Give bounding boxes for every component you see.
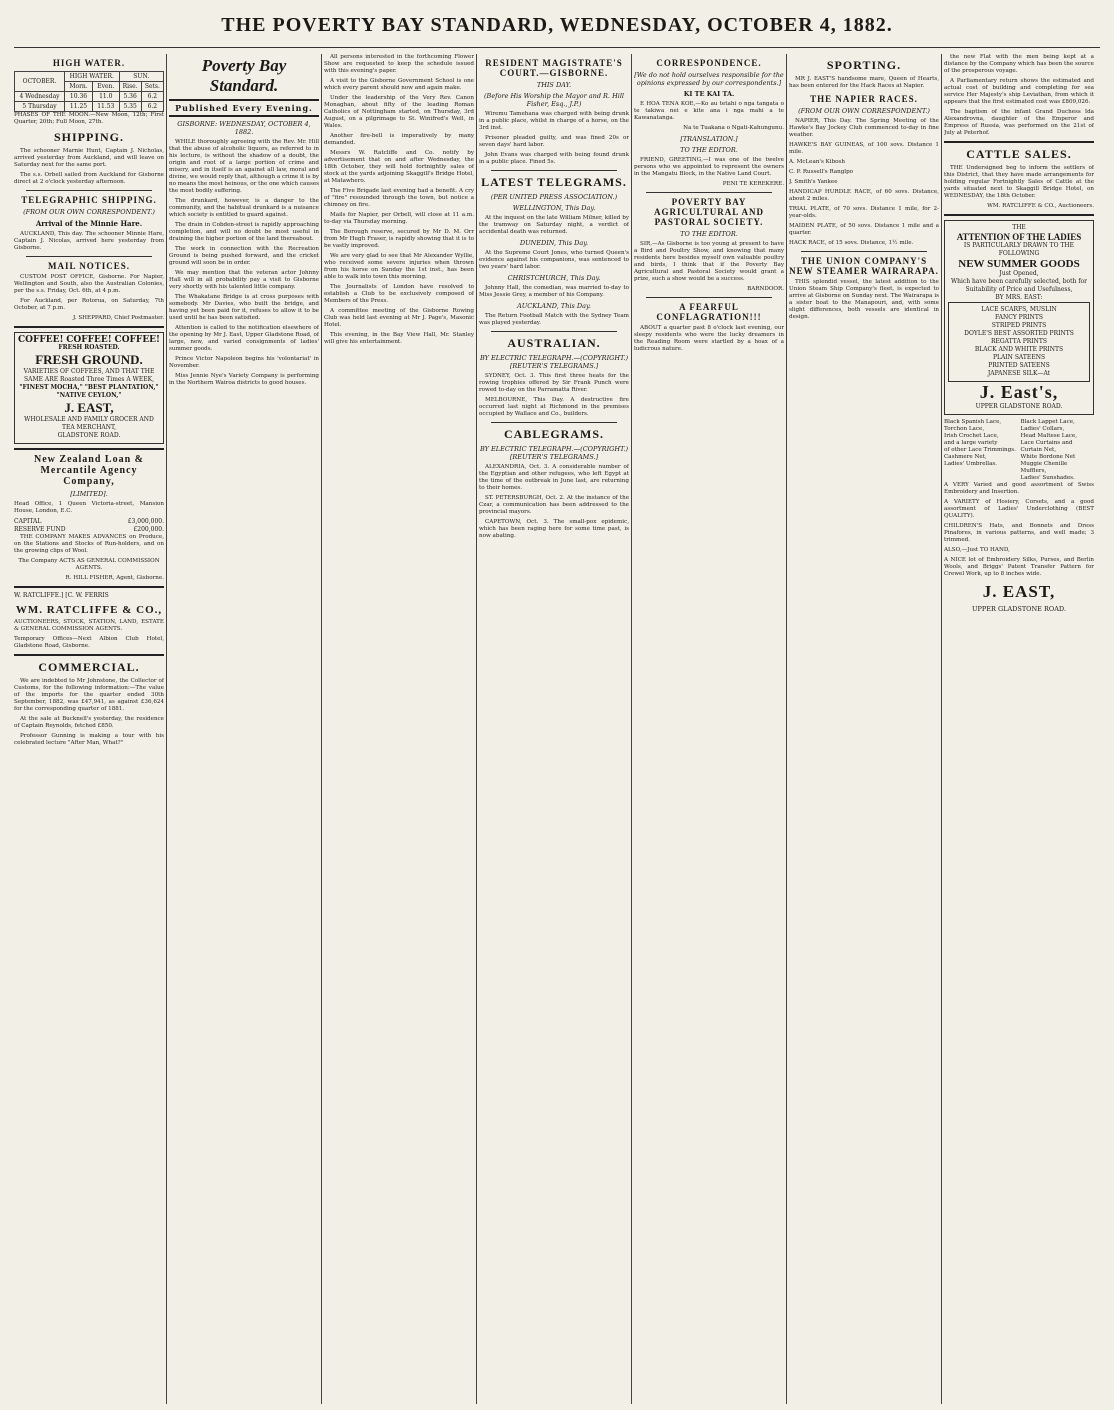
capital-label: CAPITAL xyxy=(14,518,42,525)
telegraphic-sub: (FROM OUR OWN CORRESPONDENT.) xyxy=(23,208,155,216)
telegraphic-heading: TELEGRAPHIC SHIPPING. xyxy=(21,195,157,205)
mail-text: For Auckland, per Rotorua, on Saturday, 7th October, at 7 p.m. xyxy=(14,298,164,311)
tide-cell: 5.35 xyxy=(119,102,141,112)
editorial-text: The work in connection with the Recreation Ground is being pushed forward, and the cricket ground will soon be in order. xyxy=(169,246,319,266)
translation-label: [TRANSLATION.] xyxy=(680,135,738,143)
tide-cell: 10.36 xyxy=(65,92,93,102)
tide-subheader: Even. xyxy=(93,82,120,92)
tide-cell: 6.2 xyxy=(141,92,163,102)
children: CHILDREN'S Hats, and Bonnets and Dress Pinafores, in various patterns, and well made; 3 trimmed. xyxy=(944,523,1094,543)
ratcliffe-desc: AUCTIONEERS, STOCK, STATION, LAND, ESTATE & GENERAL COMMISSION AGENTS. xyxy=(14,619,164,632)
race-entry: C. P. Russell's Ranglpo xyxy=(789,169,854,175)
telegraphic-text: AUCKLAND, This day. The schooner Minnie Hare, Captain J. Nicolas, arrived here yesterday from Gisborne. xyxy=(14,231,164,251)
divider xyxy=(14,654,164,656)
reserve-value: £200,000. xyxy=(133,526,164,533)
column-rule xyxy=(786,54,787,1404)
divider xyxy=(26,190,152,191)
telegram-text: At the Supreme Court Jones, who turned Queen's evidence against his companions, was sentenced to two years' hard labor. xyxy=(479,250,629,270)
table-row xyxy=(15,102,164,112)
tide-cell: 4 Wednesday xyxy=(15,92,65,102)
list-item: Lace Curtains and xyxy=(1020,440,1073,446)
list-item: BLACK AND WHITE PRINTS xyxy=(974,346,1064,353)
corr-text: FRIEND, GREETING,—I was one of the twelve persons who we appointed to represent the owners in the Mangatu Block, in the Native Land Court. xyxy=(634,157,784,177)
shipping-heading: SHIPPING. xyxy=(53,130,124,144)
news-text: A visit to the Gisborne Government School is one which every parent should now and again make. xyxy=(324,78,474,91)
cattle-text: THE Undersigned beg to inform the settlers of this District, that they have made arrangements for holding regular Fortnightly Sales of Cattle at the yards situated next to Skaggill Bridge Hotel, on WEDNESDAY, the 18th October. xyxy=(944,165,1094,199)
coffee-word: COFFEE! xyxy=(18,335,64,345)
sporting-text: MR J. EAST'S handsome mare, Queen of Hearts, has been entered for the Hack Races at Napier. xyxy=(789,76,939,89)
divider xyxy=(646,297,772,298)
commercial-text: Professor Gunning is making a tour with his celebrated lecture "After Man, What?" xyxy=(14,733,164,746)
editorial-text: The drunkard, however, is a danger to the community, and the habitual drunkard is a nuisance which society is entitled to guard against. xyxy=(169,198,319,218)
editorial-text: WHILE thoroughly agreeing with the Rev. Mr. Hill that the abuse of alcoholic liquors, as referred to in his lecture, is without the shadow of a doubt, the origin and root of a large portion of crime and misery, and in itself is an against all law, moral and divine, we would reply that, although a crime it is by no means the most heinous, or the one which causes the most bodily suffering. xyxy=(169,139,319,194)
corr-text: E HOA TENA KOE,—Ko au tetahi o nga tangata o te takiwa nei e kite ana i nga mahi a te Kawanatanga. xyxy=(634,101,784,121)
attention-the: THE xyxy=(1012,224,1026,231)
list-item: LACE SCARFS, MUSLIN xyxy=(981,306,1057,313)
ladies-ad xyxy=(944,220,1094,415)
column-7 xyxy=(944,54,1094,1404)
list-item: White Bordone Net xyxy=(1020,454,1076,460)
races-sub: (FROM OUR OWN CORRESPONDENT.) xyxy=(798,107,930,115)
capital-value: £3,000,000. xyxy=(127,518,164,525)
commercial-heading: COMMERCIAL. xyxy=(38,660,140,674)
reserve-row xyxy=(14,526,164,534)
australian-text: SYDNEY, Oct. 3. This first three heats for the rowing trophies offered by Sir Frank Punch were rowed to-day on the Parramatta River. xyxy=(479,373,629,393)
goods-list xyxy=(948,302,1090,382)
commercial-text: We are indebted to Mr Johnstone, the Collector of Customs, for the following information:—The value of the imports for the quarter ended 30th September, 1882, was £47,941, as against £36,624 for the corresponding quarter of 1881. xyxy=(14,678,164,712)
australian-text: MELBOURNE, This Day. A destructive fire occurred last night at Richmond in the premises occupied by Wallace and Co., builders. xyxy=(479,397,629,417)
column-3 xyxy=(324,54,474,1404)
editorial-text: The drain in Cobden-street is rapidly approaching completion, and will no doubt be most useful in draining the higher portion of the land thereabout. xyxy=(169,222,319,242)
cablegrams-heading: CABLEGRAMS. xyxy=(503,427,604,441)
list-item: Black Lappet Lace, xyxy=(1020,419,1075,425)
list-item: REGATTA PRINTS xyxy=(990,338,1047,345)
news-text: This evening, in the Bay View Hall, Mr. Stanley will give his entertainment. xyxy=(324,332,474,345)
list-item: DOYLE'S BEST ASSORTED PRINTS xyxy=(964,330,1074,337)
attention-sub: IS PARTICULARLY DRAWN TO THE FOLLOWING xyxy=(963,242,1075,257)
correspondence-sub: [We do not hold ourselves responsible for the opinions expressed by our correspondents.] xyxy=(634,71,784,87)
tide-title: HIGH WATER. xyxy=(52,58,126,68)
newspaper-page xyxy=(14,8,1100,1404)
column-5 xyxy=(634,54,784,1404)
court-text: Prisoner pleaded guilty, and was fined 20s or seven days' hard labor. xyxy=(479,135,629,148)
news-text: The Borough reserve, secured by Mr D. M. Orr from Mr Hugh Fraser, is rapidly showing that it is to be vastly improved. xyxy=(324,229,474,249)
coffee-varieties: VARIETIES OF COFFEES, AND THAT THE SAME ARE Roasted Three Times A WEEK, xyxy=(23,368,155,383)
fresh-roasted: FRESH ROASTED. xyxy=(58,344,120,351)
list-item: Torchon Lace, xyxy=(944,426,985,432)
divider xyxy=(14,326,164,328)
list-item: Muggie Chenille xyxy=(1020,461,1068,467)
fisher-sign: R. HILL FISHER, Agent, Gisborne. xyxy=(65,575,164,581)
list-item: PRINTED SATEENS xyxy=(988,362,1050,369)
list-item: STRIPED PRINTS xyxy=(991,322,1047,329)
court-text: Wiremu Tamehana was charged with being drunk in a public place, whilst in charge of a horse, on the 3rd inst. xyxy=(479,111,629,131)
divider xyxy=(491,331,617,332)
australian-heading: AUSTRALIAN. xyxy=(507,336,601,350)
masthead-title: THE POVERTY BAY STANDARD, WEDNESDAY, OCTOBER 4, 1882. xyxy=(221,14,893,36)
divider xyxy=(14,586,164,588)
divider xyxy=(646,192,772,193)
cattle-sign: WM. RATCLIFFE & CO., Auctioneers. xyxy=(987,203,1094,209)
column-rule xyxy=(941,54,942,1404)
nz-loan-text: THE COMPANY MAKES ADVANCES on Produce, on the Stations and Stocks of Run-holders, and on the growing clips of Wool. xyxy=(14,534,164,554)
coffee-mocha: "FINEST MOCHA," "BEST PLANTATION," "NATIVE CEYLON," xyxy=(19,384,159,399)
final-addr: UPPER GLADSTONE ROAD. xyxy=(972,605,1066,613)
editorial-text: Miss Jennie Nye's Variety Company is performing in the Northern Wairoa districts to good houses. xyxy=(169,373,319,386)
correspondence-heading: CORRESPONDENCE. xyxy=(656,58,762,68)
list-item: Black Spanish Lace, xyxy=(944,419,1002,425)
ratcliffe-small: W. RATCLIFFE.] [C. W. FERRIS xyxy=(14,592,109,599)
divider xyxy=(491,422,617,423)
union-heading: THE UNION COMPANY'S NEW STEAMER WAIRARAPA. xyxy=(789,256,939,276)
tide-table xyxy=(14,71,164,112)
divider xyxy=(491,170,617,171)
list-item: Ladies' Umbrellas. xyxy=(944,461,998,467)
paper-title: Poverty Bay Standard. xyxy=(201,56,287,95)
cablegram-text: ST. PETERSBURGH, Oct. 2. At the instance of the Czar, a communication has been addressed to the provincial mayors. xyxy=(479,495,629,515)
fire-text: ABOUT a quarter past 8 o'clock last evening, our sleepy residents who were the lucky dreamers in the Reading Room were startled by a hoax of a ludicrous nature. xyxy=(634,325,784,352)
dateline-wellington: WELLINGTON, This Day. xyxy=(512,204,596,212)
tide-cell: 5.36 xyxy=(119,92,141,102)
latest-telegrams-heading: LATEST TELEGRAMS. xyxy=(481,175,627,189)
shipping-text: The s.s. Orbell sailed from Auckland for Gisborne direct at 2 o'clock yesterday afternoon. xyxy=(14,172,164,185)
coffee-word: COFFEE! xyxy=(114,335,160,345)
divider xyxy=(26,256,152,257)
tide-cell: 11.53 xyxy=(93,102,120,112)
lace-lists xyxy=(944,419,1094,482)
list-item: FANCY PRINTS xyxy=(995,314,1043,321)
published-banner: Published Every Evening. xyxy=(169,99,319,117)
telegram-text: At the inquest on the late William Milner, killed by the tramway on Saturday night, a verdict of accidental death was returned. xyxy=(479,215,629,235)
nice-lot: A NICE lot of Embroidery Silks, Purses, and Berlin Wools, and Briggs' Patent Transfer Pattern for Crewel Work, up to 8 inches wide. xyxy=(944,557,1094,577)
race-title: HACK RACE, of 15 sovs. Distance, 1½ mile. xyxy=(789,240,914,246)
mail-sign: J. SHEPPARD, Chief Postmaster. xyxy=(72,315,164,321)
mail-text: CUSTOM POST OFFICE, Gisborne. For Napier, Wellington and South, also the Australian Colonies, per the s.s. Friday, Oct. 6th, at 4 p.m. xyxy=(14,274,164,294)
cattle-heading: CATTLE SALES. xyxy=(966,147,1072,161)
this-day: THIS DAY. xyxy=(536,81,572,89)
list-item: and a large variety xyxy=(944,440,998,446)
to-editor: TO THE EDITOR. xyxy=(680,146,738,154)
list-item: Irish Crochet Lace, xyxy=(944,433,999,439)
list-item: Curtain Net, xyxy=(1020,447,1057,453)
tide-subheader: Sets. xyxy=(141,82,163,92)
editorial-text: We may mention that the veteran actor Johnny Hall will in all probability pay a visit to Gisborne very shortly with his talented little company. xyxy=(169,270,319,290)
column-2 xyxy=(169,54,319,1404)
corr-sign: PENI TE KEREKERE. xyxy=(722,181,784,187)
list-item: of other Lace Trimmings. xyxy=(944,447,1016,453)
rm-court-heading: RESIDENT MAGISTRATE'S COURT.—GISBORNE. xyxy=(485,58,623,78)
news-text: the new Flat with the men being kept at a distance by the Company which has been the source of the prosperous voyage. xyxy=(944,54,1094,74)
race-title: HAWKE'S BAY GUINEAS, of 100 sovs. Distance 1 mile. xyxy=(789,142,939,155)
cablegrams-sub: BY ELECTRIC TELEGRAPH.—(COPYRIGHT.) [REUTER'S TELEGRAMS.] xyxy=(480,445,628,461)
editorial-text: The Whakatane Bridge is at cross purposes with somebody. Mr Davies, who built the bridge, and having yet been paid for it, refuses to allow it to be used until he has been satisfied. xyxy=(169,294,319,321)
sporting-heading: SPORTING. xyxy=(826,58,902,72)
dateline: GISBORNE: WEDNESDAY, OCTOBER 4, 1882. xyxy=(177,120,311,136)
news-text: A committee meeting of the Gisborne Rowing Club was held last evening at Mr J. Page's, Masonic Hotel. xyxy=(324,308,474,328)
news-text: The baptism of the infant Grand Duchess Ida Alexandrovna, daughter of the Emperor and Empress of Russia, was performed on the 21st of July at Peterhof. xyxy=(944,109,1094,136)
reserve-label: RESERVE FUND xyxy=(14,526,66,533)
by-mrs-east: BY MRS. EAST: xyxy=(995,294,1043,301)
right-lace-list xyxy=(1021,419,1095,482)
shipping-text: The schooner Marnie Hunt, Captain J. Nicholas, arrived yesterday from Auckland, and will leave on Saturday next for the same port. xyxy=(14,148,164,168)
telegram-text: Johnny Hall, the comedian, was married to-day to Miss Jessie Grey, a member of his Company. xyxy=(479,285,629,298)
race-title: TRIAL PLATE, of 70 sovs. Distance 1 mile, for 2-year-olds. xyxy=(789,206,939,219)
tide-cell: 6.2 xyxy=(141,102,163,112)
masthead xyxy=(14,8,1100,48)
editorial-text: Attention is called to the notification elsewhere of the opening by Mr J. East, Upper Gladstone Road, of large, new, and varied consignments of ladies' summer goods. xyxy=(169,325,319,352)
very-varied: A VERY Varied and good assortment of Swiss Embroidery and Insertion. xyxy=(944,482,1094,495)
cablegram-text: CAPETOWN, Oct. 3. The small-pox epidemic, which has been raging here for some time past, is now abating. xyxy=(479,519,629,539)
news-text: Another fire-bell is imperatively by many demanded. xyxy=(324,133,474,146)
tide-cell: 5 Thursday xyxy=(15,102,65,112)
news-text: A Parliamentary return shows the estimated and actual cost of building and completing for sea service Her Majesty's ship Leviathan, from which it appears that the first estimated cost was £809,026. xyxy=(944,78,1094,105)
capital-row xyxy=(14,518,164,526)
column-1 xyxy=(14,54,164,1404)
list-item: Cashmere Net, xyxy=(944,454,987,460)
news-text: All persons interested in the forthcoming Flower Show are requested to keep the schedule issued with this evening's paper. xyxy=(324,54,474,74)
agri-text: SIR,—As Gisborne is too young at present to have a Bird and Poultry Show, and knowing that many residents here besides myself own valuable poultry and birds, I think that if the Poverty Bay Agricultural and Pastoral Society would grant a prize, such a show would be a success. xyxy=(634,241,784,282)
nz-loan-office: Head Office, 1 Queen Victoria-street, Mansion House, London, E.C. xyxy=(14,501,164,514)
tide-header: SUN. xyxy=(119,72,163,82)
east-name: J. EAST, xyxy=(64,400,114,415)
list-item: PLAIN SATEENS xyxy=(992,354,1046,361)
union-text: THIS splendid vessel, the latest addition to the Union Steam Ship Company's fleet, is expected to arrive at Gisborne on Sunday next. The Wairarapa is a sister boat to the Manapouri, and, with some slight differences, both vessels are identical in design. xyxy=(789,279,939,320)
ratcliffe-temp: Temporary Offices—Next Albion Club Hotel, Gladstone Road, Gisborne. xyxy=(14,636,164,649)
races-text: NAPIER, This Day. The Spring Meeting of the Hawke's Bay Jockey Club commenced to-day in fine weather. xyxy=(789,118,939,138)
editorial-text: Prince Victor Napoleon begins his 'volontariat' in November. xyxy=(169,356,319,369)
news-text: Mails for Napier, per Orbell, will close at 11 a.m. to-day via Thursday morning. xyxy=(324,212,474,225)
divider xyxy=(801,251,927,252)
coffee-ad xyxy=(14,332,164,444)
att-text: Which have been carefully selected, both for Suitability of Price and Usefulness, xyxy=(950,278,1088,293)
to-editor: TO THE EDITOR. xyxy=(680,230,738,238)
list-item: Ladies' Sunshades. xyxy=(1020,475,1075,481)
tide-subheader: Rise. xyxy=(119,82,141,92)
variety: A VARIETY of Hosiery, Corsets, and a good assortment of Ladies' Underclothing (BEST QUALITY). xyxy=(944,499,1094,519)
fire-heading: A FEARFUL CONFLAGRATION!!! xyxy=(656,302,762,322)
east-desc: WHOLESALE AND FAMILY GROCER AND TEA MERCHANT, xyxy=(24,416,154,431)
news-text: The Journalists of London have resolved to establish a Club to be exclusively composed of Members of the Press. xyxy=(324,284,474,304)
commercial-text: At the sale at Bucknell's yesterday, the residence of Captain Reynolds, fetched £850. xyxy=(14,716,164,729)
left-lace-list xyxy=(944,419,1018,482)
dateline-dunedin: DUNEDIN, This Day. xyxy=(519,239,589,247)
ratcliffe-title: WM. RATCLIFFE & CO., xyxy=(15,604,163,616)
column-6 xyxy=(789,54,939,1404)
final-east: J. EAST, xyxy=(982,582,1056,601)
column-rule xyxy=(166,54,167,1404)
race-title: MAIDEN PLATE, of 50 sovs. Distance 1 mile and a quarter. xyxy=(789,223,939,236)
cablegram-text: ALEXANDRIA, Oct. 3. A considerable number of the Egyptian and other refugees, who left Egypt at the time of the outbreak in June last, are returning to their homes. xyxy=(479,464,629,491)
column-4 xyxy=(479,54,629,1404)
attention-heading: ATTENTION OF THE LADIES xyxy=(956,232,1082,242)
tide-cell: 11.25 xyxy=(65,102,93,112)
news-text: We are very glad to see that Mr Alexander Wyllie, who received some severe injuries when thrown from his horse on Sunday the 1st inst., has been able to walk into town this morning. xyxy=(324,253,474,280)
news-text: The Five Brigade last evening had a benefit. A cry of "fire" resounded through the town, but notice a chimney on fire. xyxy=(324,188,474,208)
list-item: Head Maltese Lace, xyxy=(1020,433,1078,439)
race-entry: A. McLean's Kibosh xyxy=(789,159,845,165)
fresh-ground: FRESH GROUND. xyxy=(35,352,143,367)
australian-sub: BY ELECTRIC TELEGRAPH.—(COPYRIGHT.) [REUTER'S TELEGRAMS.] xyxy=(480,354,628,370)
just-opened: Just Opened, xyxy=(999,270,1039,277)
tide-header: HIGH WATER. xyxy=(65,72,120,82)
column-rule xyxy=(476,54,477,1404)
table-row xyxy=(15,92,164,102)
agri-heading: POVERTY BAY AGRICULTURAL AND PASTORAL SOCIETY. xyxy=(654,197,764,227)
tide-note: PHASES OF THE MOON.—New Moon, 12th; First Quarter, 20th; Full Moon, 27th. xyxy=(14,112,164,125)
summer-goods: NEW SUMMER GOODS xyxy=(958,258,1080,270)
tide-cell: 11.0 xyxy=(93,92,120,102)
column-rule xyxy=(631,54,632,1404)
agri-sign: BARNDOOR. xyxy=(747,286,784,292)
tide-subheader: Morn. xyxy=(65,82,93,92)
east-addr: GLADSTONE ROAD. xyxy=(57,432,121,439)
list-item: JAPANESE SILK—At xyxy=(987,370,1051,377)
columns xyxy=(14,54,1100,1404)
race-title: HANDICAP HURDLE RACE, of 60 sovs. Distance, about 2 miles. xyxy=(789,189,939,202)
nz-loan-limited: [LIMITED]. xyxy=(70,490,108,498)
list-item: Ladies' Collars, xyxy=(1020,426,1065,432)
divider xyxy=(944,141,1094,143)
dateline-christchurch: CHRISTCHURCH, This Day. xyxy=(507,274,601,282)
races-heading: THE NAPIER RACES. xyxy=(810,94,918,104)
divider xyxy=(14,448,164,450)
nz-loan-title: New Zealand Loan & Mercantile Agency Company, xyxy=(34,454,144,487)
dateline-auckland: AUCKLAND, This Day. xyxy=(517,302,591,310)
news-text: Under the leadership of the Very Rev. Canon Monaghan, about fifty of the leading Roman Catholics of Nottingham started, on Thursday, 3rd August, on a pilgrimage to St. Winifred's Well, in Wales. xyxy=(324,95,474,129)
telegraphic-head: Arrival of the Minnie Hare. xyxy=(35,219,143,228)
list-item: Mufflers, xyxy=(1020,468,1047,474)
upper-gladstone: UPPER GLADSTONE ROAD. xyxy=(975,403,1063,410)
coffee-word: COFFEE! xyxy=(66,335,112,345)
column-rule xyxy=(321,54,322,1404)
kite-heading: KI TE KAI TA. xyxy=(683,90,735,98)
mail-heading: MAIL NOTICES. xyxy=(47,261,131,271)
also: ALSO,—Just TO HAND, xyxy=(944,547,1010,553)
race-entry: J. Smith's Yankee xyxy=(789,179,838,185)
court-text: John Evans was charged with being found drunk in a public place. Fined 5s. xyxy=(479,152,629,165)
east-big: J. East's, xyxy=(979,382,1059,402)
nz-loan-agents: The Company ACTS AS GENERAL COMMISSION AGENTS. xyxy=(18,558,160,571)
tide-header: OCTOBER. xyxy=(15,72,65,92)
telegram-text: The Return Football Match with the Sydney Team was played yesterday. xyxy=(479,313,629,326)
rm-sub: (Before His Worship the Mayor and R. Hill Fisher, Esq., J.P.) xyxy=(484,92,624,108)
divider xyxy=(944,214,1094,216)
latest-sub: (PER UNITED PRESS ASSOCIATION.) xyxy=(490,193,618,201)
news-text: Messrs W. Ratcliffe and Co. notify by advertisement that on and after Wednesday, the 18th October, they will hold fortnightly sales of stock at the yards adjoining Skaggill's Bridge Hotel, at Matawhero. xyxy=(324,150,474,184)
corr-text: Na te Tuakana o Ngati-Kahungunu. xyxy=(683,125,784,131)
